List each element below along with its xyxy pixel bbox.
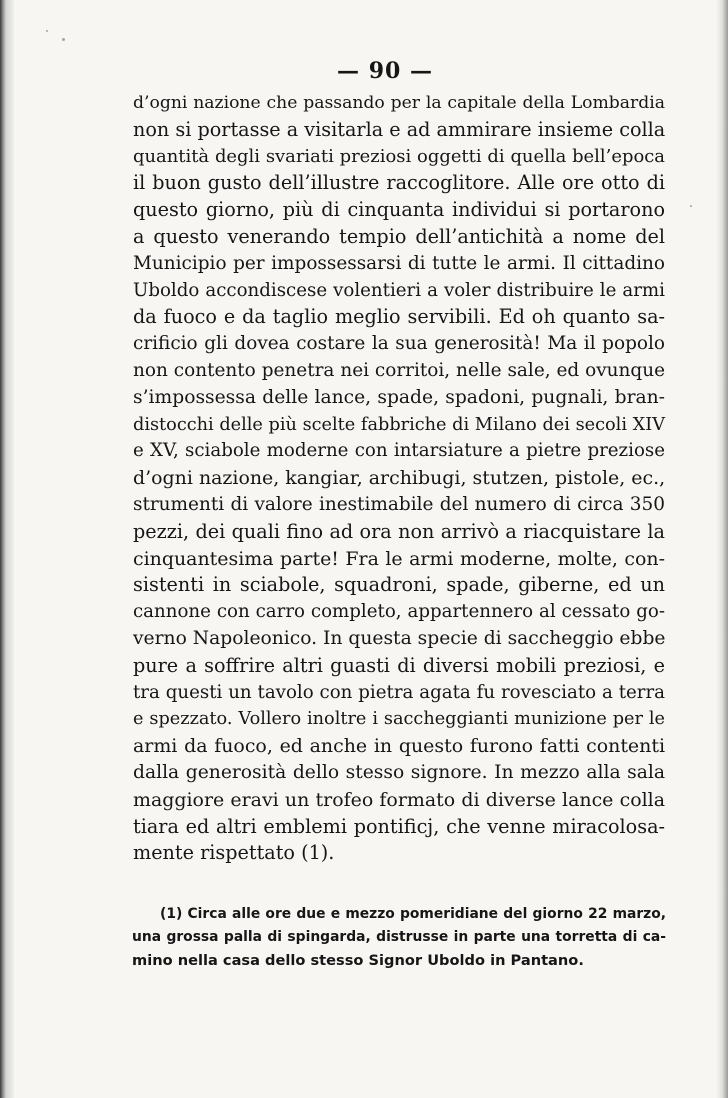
text-line: questo giorno, più di cinquanta individui si portarono [133,198,665,222]
text-line: e XV, sciabole moderne con intarsiature a pietre preziose [133,440,665,462]
text-line: cinquantesima parte! Fra le armi moderne, molte, con- [133,547,665,570]
footnote-line: (1) Circa alle ore due e mezzo pomeridiane del giorno 22 marzo, [160,906,666,922]
text-line: mente rispettato (1). [133,841,335,865]
page-binding-shadow [0,0,14,1098]
text-line: crificio gli dovea costare la sua generosità! Ma il popolo [133,333,665,355]
text-line: maggiore eravi un trofeo formato di diverse lance colla [133,788,665,811]
text-line: a questo venerando tempio dell’antichità a nome del [133,224,665,248]
text-line: pure a soffrire altri guasti di diversi mobili preziosi, e [133,653,665,677]
footnote-line: una grossa palla di spingarda, distrusse in parte una torretta di ca- [132,929,666,945]
footnote [132,903,666,972]
text-line: sistenti in sciabole, squadroni, spade, giberne, ed un [133,573,665,597]
text-line: d’ogni nazione, kangiar, archibugi, stutzen, pistole, ec., [133,467,666,490]
text-line: cannone con carro completo, appartennero al cessato go- [133,601,665,623]
paper-speck [690,205,692,207]
text-line: e spezzato. Vollero inoltre i saccheggianti munizione per le [133,709,665,730]
text-line: d’ogni nazione che passando per la capitale della Lombardia [133,93,665,113]
text-line: da fuoco e da taglio meglio servibili. Ed oh quanto sa- [133,305,665,329]
page-number: — 90 — [337,58,433,84]
text-line: pezzi, dei quali fino ad ora non arrivò a riacquistare la [133,519,665,543]
paper-speck [62,38,65,41]
body-text [133,90,665,867]
text-line: strumenti di valore inestimabile del numero di circa 350 [133,493,665,515]
text-line: il buon gusto dell’illustre raccoglitore. Alle ore otto di [133,171,665,195]
text-line: verno Napoleonico. In questa specie di saccheggio ebbe [133,627,666,649]
text-line: Municipio per impossessarsi di tutte le armi. Il cittadino [133,252,665,274]
text-line: distocchi delle più scelte fabbriche di Milano dei secoli XIV [133,414,665,435]
text-line: tra questi un tavolo con pietra agata fu rovesciato a terra [133,681,665,703]
text-line: Uboldo accondiscese volentieri a voler distribuire le armi [133,279,665,301]
text-line: dalla generosità dello stesso signore. In mezzo alla sala [133,761,665,783]
footnote-continuation [132,926,666,972]
text-line: non si portasse a visitarla e ad ammirare insieme colla [133,117,666,141]
text-line: non contento penetra nei corritoi, nelle sale, ed ovunque [133,359,665,381]
text-line: tiara ed altri emblemi pontificj, che venne miracolosa- [133,814,665,838]
footnote-line: mino nella casa dello stesso Signor Uboldo in Pantano. [132,952,584,969]
page-edge-shadow [716,0,728,1098]
paper-speck [46,30,48,32]
text-line: armi da fuoco, ed anche in questo furono fatti contenti [133,735,665,758]
text-line: quantità degli svariati preziosi oggetti di quella bell’epoca [133,145,665,167]
text-line: s’impossessa delle lance, spade, spadoni, pugnali, bran- [133,386,665,408]
